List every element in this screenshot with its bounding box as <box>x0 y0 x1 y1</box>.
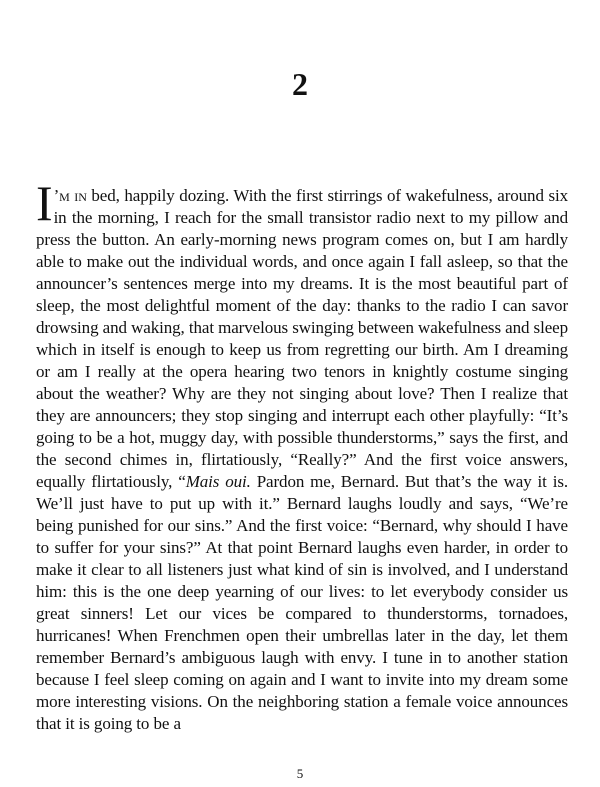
paragraph-text-part-2: Pardon me, Bernard. But that’s the way it is. We’ll just have to put up with it.” Bernard laughs loudly and says, “We’re being punished for our sins.” And the first voice: “Bernard, why should I have to suffer for your sins?” At that point Bernard laughs even harder, in order to make it clear to all listeners just what kind of sin is involved, and I understand him: this is the one deep yearning of our lives: to let everybody consider us great sinners! Let our vices be compared to thunderstorms, tornadoes, hurricanes! When Frenchmen open their umbrellas later in the day, let them remember Bernard’s ambiguous laugh with envy. I tune in to another station because I feel sleep coming on again and I want to invite into my dream some more interesting visions. On the neighboring station a female voice announces that it is going to be a <box>36 472 568 733</box>
body-paragraph <box>36 175 569 735</box>
drop-cap: I <box>36 175 53 231</box>
paragraph-text-part-1: bed, happily dozing. With the first stirrings of wakefulness, around six in the morning, I reach for the small transistor radio next to my pillow and press the button. An early-morning news program comes on, but I am hardly able to make out the individual words, and once again I fall asleep, so that the announcer’s sentences merge into my dreams. It is the most beautiful part of sleep, the most delightful moment of the day: thanks to the radio I can savor drowsing and waking, that marvelous swinging between wakefulness and sleep which in itself is enough to keep us from regretting our birth. Am I dreaming or am I really at the opera hearing two tenors in knightly costume singing about the weather? Why are they not singing about love? Then I realize that they are announcers; they stop singing and interrupt each other playfully: “It’s going to be a hot, muggy day, with possible thunderstorms,” says the first, and the second chimes in, flirtatiously, “Really?” And the first voice answers, equally flirtatiously, “ <box>36 186 569 491</box>
lead-in-small-caps: ’m in <box>53 186 87 205</box>
italic-phrase: Mais oui. <box>185 472 251 491</box>
page-number: 5 <box>296 766 304 781</box>
chapter-number: 2 <box>292 66 308 102</box>
